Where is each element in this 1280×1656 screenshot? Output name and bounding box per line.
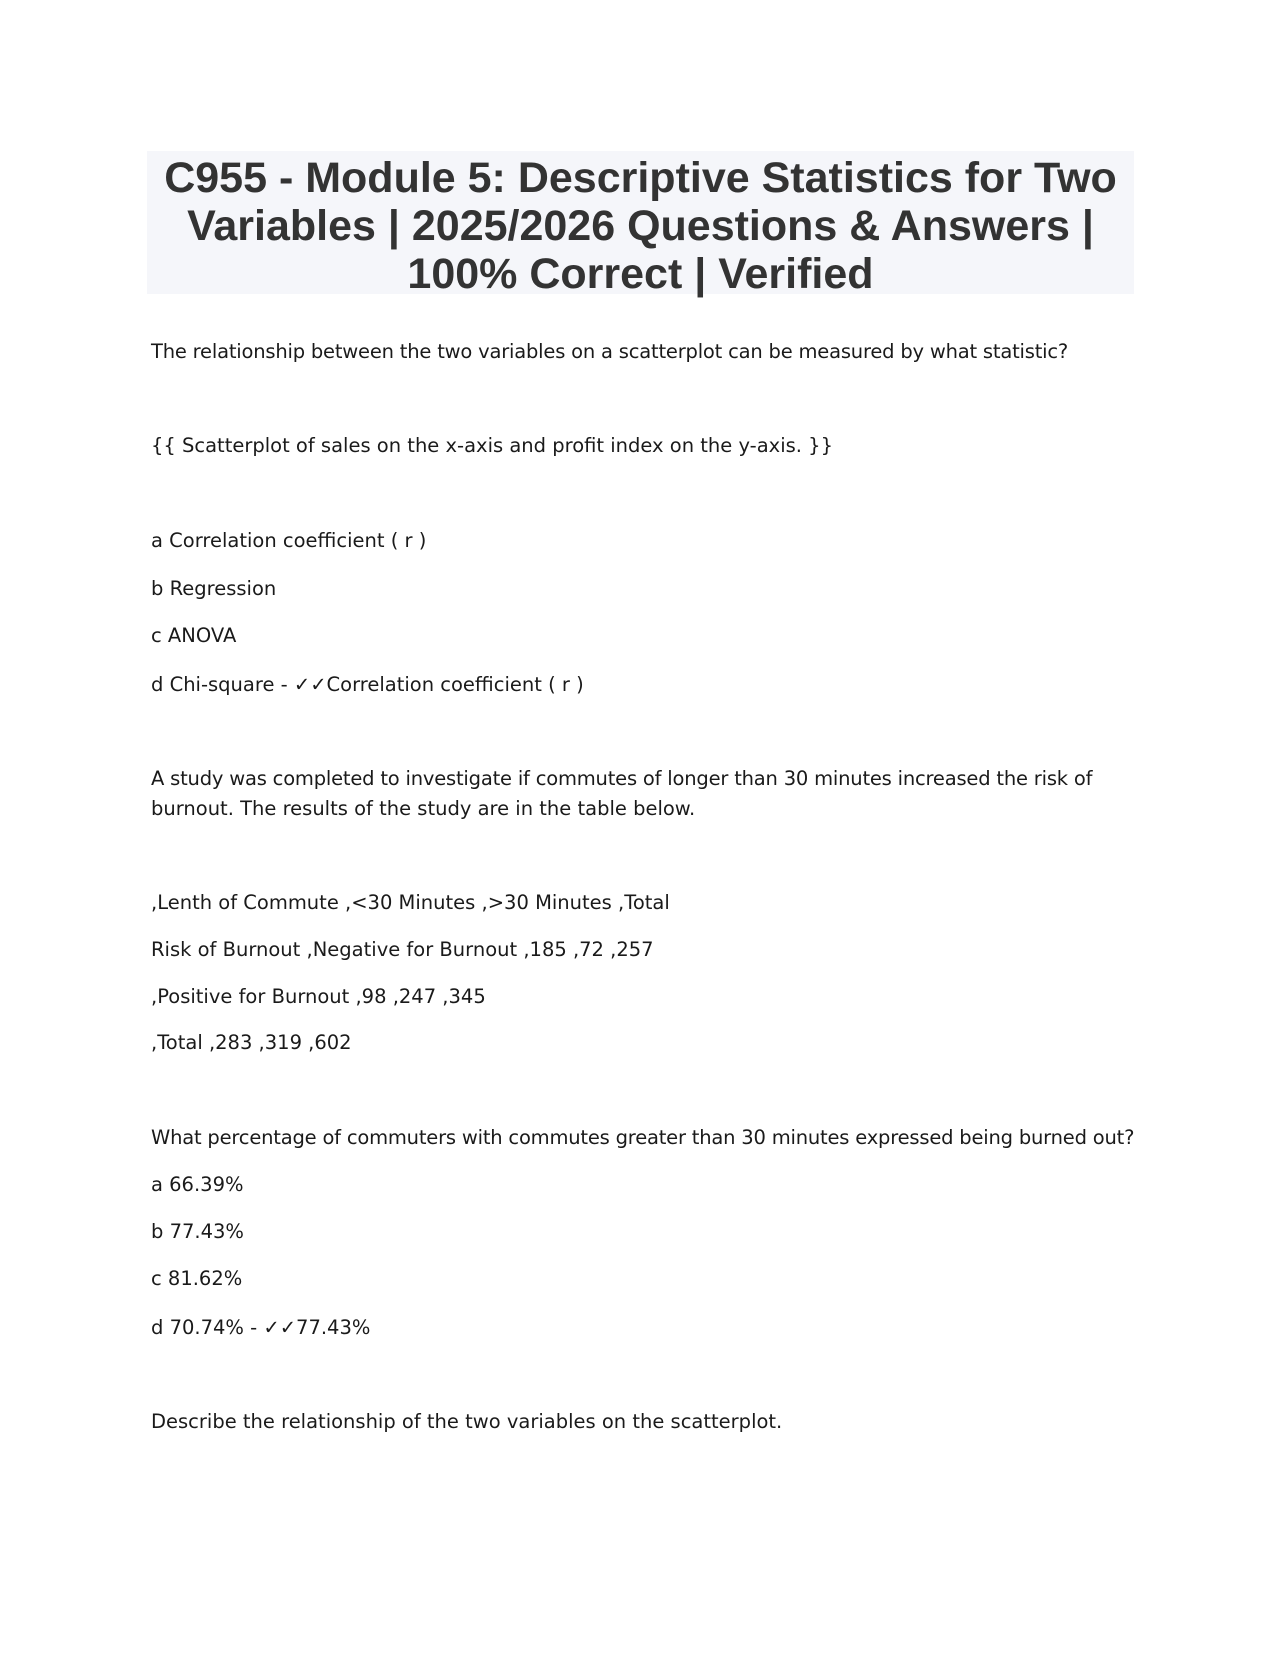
table-row-negative: Risk of Burnout ,Negative for Burnout ,185 ,72 ,257 [151, 938, 654, 961]
question-2-option-d-answer: d 70.74% - ✓✓77.43% [151, 1316, 371, 1339]
table-row-total: ,Total ,283 ,319 ,602 [151, 1031, 352, 1054]
document-title-line-2: Variables | 2025/2026 Questions & Answers | [187, 202, 1094, 250]
question-3-prompt: Describe the relationship of the two variables on the scatterplot. [151, 1410, 783, 1433]
document-title-line-1: C955 - Module 5: Descriptive Statistics for Two [164, 154, 1117, 202]
question-2-intro-line-1: A study was completed to investigate if commutes of longer than 30 minutes increased the risk of [151, 767, 1093, 790]
question-2-prompt: What percentage of commuters with commutes greater than 30 minutes expressed being burned out? [151, 1126, 1135, 1149]
question-2-option-a: a 66.39% [151, 1173, 244, 1196]
question-2-intro-line-2: burnout. The results of the study are in the table below. [151, 797, 696, 820]
table-row-positive: ,Positive for Burnout ,98 ,247 ,345 [151, 985, 486, 1008]
question-2-option-b: b 77.43% [151, 1220, 244, 1243]
question-1-option-c: c ANOVA [151, 624, 237, 647]
document-title-block [147, 151, 1134, 298]
question-1-image-note: {{ Scatterplot of sales on the x-axis and profit index on the y-axis. }} [151, 434, 833, 457]
question-1-option-b: b Regression [151, 577, 277, 600]
table-row-header: ,Lenth of Commute ,<30 Minutes ,>30 Minutes ,Total [151, 891, 670, 914]
question-1-option-d-answer: d Chi-square - ✓✓Correlation coefficient ( r ) [151, 673, 584, 696]
document-title-line-3: 100% Correct | Verified [407, 250, 874, 298]
question-1-option-a: a Correlation coefficient ( r ) [151, 529, 427, 552]
question-2-option-c: c 81.62% [151, 1267, 243, 1290]
question-1-prompt: The relationship between the two variables on a scatterplot can be measured by what statistic? [151, 340, 1069, 363]
